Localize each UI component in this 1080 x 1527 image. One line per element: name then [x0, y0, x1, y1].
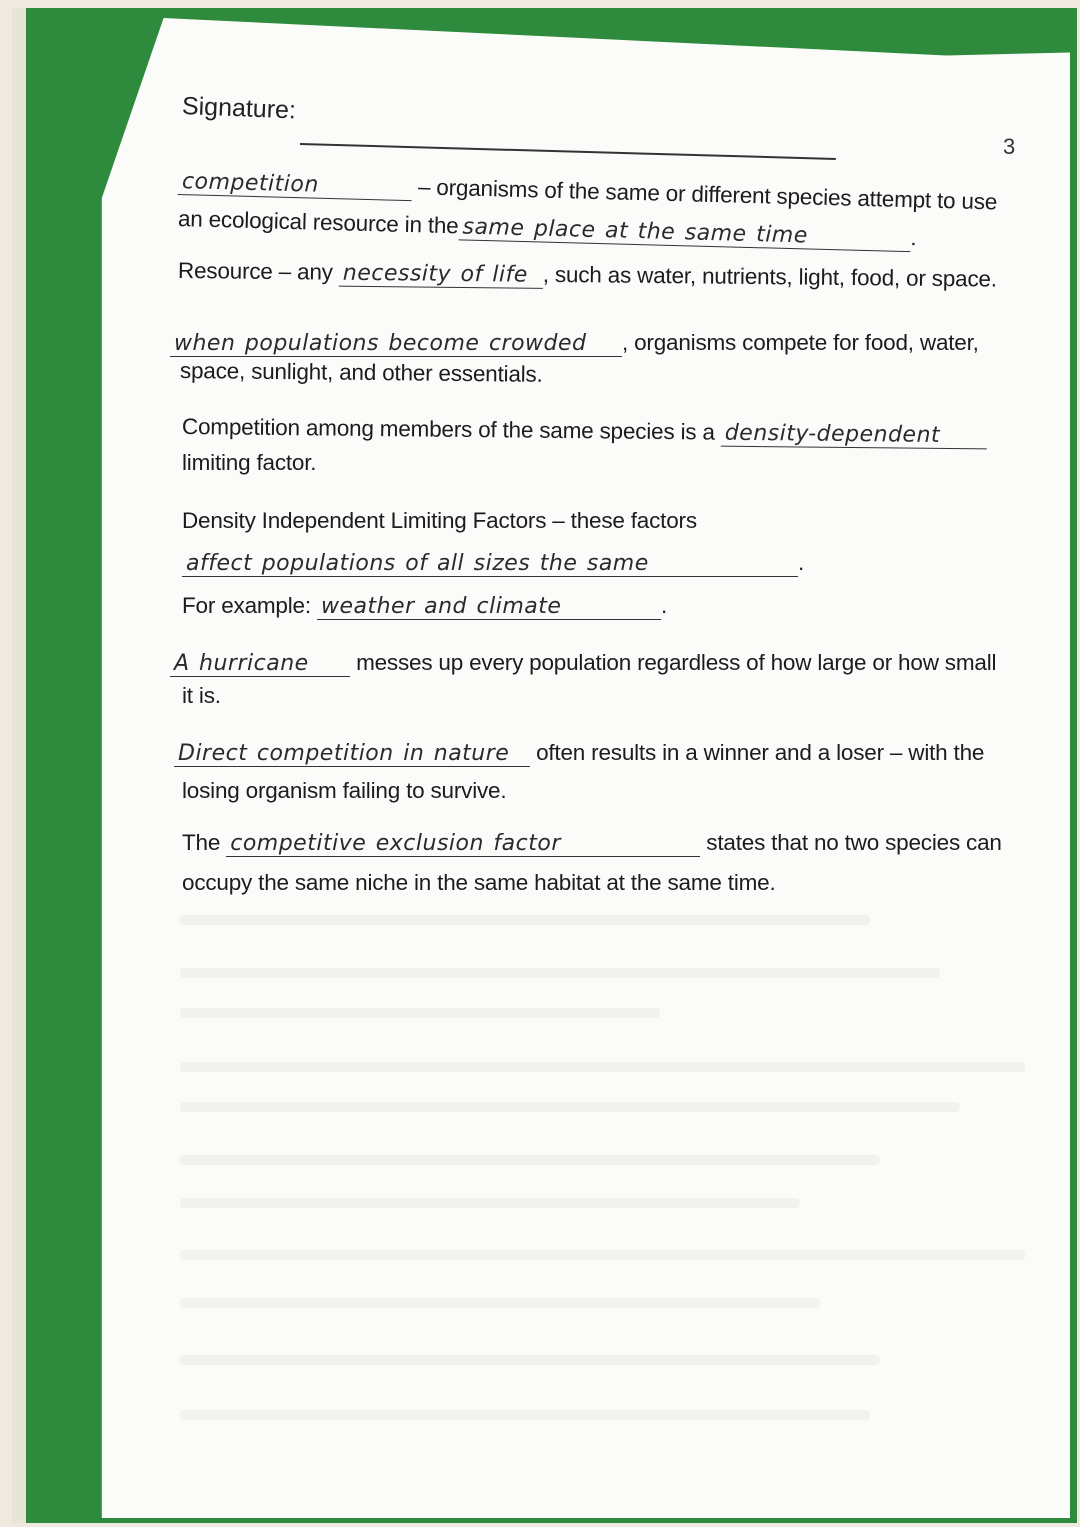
hurricane-text: messes up every population regardless of how large or how small [356, 650, 997, 675]
example-line [182, 593, 667, 620]
direct-competition-line-2 [182, 778, 506, 804]
answer-blank-same-place[interactable]: same place at the same time [458, 215, 911, 252]
show-through-line [180, 1102, 960, 1112]
exclusion-line-1 [182, 830, 1002, 857]
answer-blank-density-independent[interactable]: affect populations of all sizes the same [182, 552, 798, 577]
crowded-line-1 [170, 330, 979, 357]
competition-text: – organisms of the same or different species attempt to use [417, 174, 998, 215]
hurricane-line-1 [170, 650, 996, 677]
answer-blank-density-dependent[interactable]: density-dependent [721, 422, 987, 450]
period: . [660, 593, 668, 618]
page-number: 3 [1003, 134, 1016, 159]
density-dependent-text: Competition among members of the same species is a [181, 414, 715, 445]
answer-blank-example[interactable]: weather and climate [317, 595, 661, 620]
show-through-line [180, 1198, 800, 1208]
answer-blank-direct-competition[interactable]: Direct competition in nature [174, 742, 530, 767]
hurricane-text-2: it is. [182, 683, 221, 708]
answer-blank-competition[interactable]: competition [178, 170, 413, 201]
crowded-text-2: space, sunlight, and other essentials. [179, 358, 543, 387]
period: . [798, 550, 805, 575]
answer-blank-hurricane[interactable]: A hurricane [170, 652, 350, 677]
example-label: For example: [182, 593, 311, 618]
hurricane-line-2 [182, 683, 221, 709]
direct-competition-text-2: losing organism failing to survive. [182, 778, 507, 803]
show-through-line [180, 1008, 660, 1018]
answer-blank-crowded[interactable]: when populations become crowded [170, 332, 622, 357]
direct-competition-line-1 [174, 740, 984, 767]
period: . [910, 225, 917, 251]
show-through-line [180, 968, 940, 978]
direct-competition-text: often results in a winner and a loser – with the [536, 740, 985, 765]
crowded-line-2 [180, 358, 543, 388]
show-through-line [180, 915, 870, 925]
show-through-line [180, 1250, 1025, 1260]
exclusion-line-2 [182, 870, 776, 896]
resource-label: Resource – any [177, 258, 333, 285]
exclusion-text-after: states that no two species can [706, 830, 1002, 855]
show-through-line [180, 1355, 880, 1365]
crowded-text: , organisms compete for food, water, [622, 330, 979, 355]
exclusion-text-2: occupy the same niche in the same habitat at the same time. [182, 870, 776, 895]
answer-blank-resource[interactable]: necessity of life [339, 262, 543, 289]
resource-text: , such as water, nutrients, light, food, or space. [542, 261, 997, 292]
signature-label: Signature: [181, 92, 297, 125]
competition-text-2: an ecological resource in the [177, 206, 459, 239]
density-dependent-line-2 [182, 450, 316, 476]
density-dependent-text-2: limiting factor. [182, 450, 317, 475]
show-through-line [180, 1410, 870, 1420]
show-through-line [180, 1155, 880, 1165]
folder-edge [12, 8, 26, 1523]
density-independent-line-2 [182, 550, 804, 577]
exclusion-text: The [182, 830, 221, 855]
show-through-line [180, 1062, 1025, 1072]
show-through-line [180, 1298, 820, 1308]
density-independent-line-1 [182, 508, 697, 534]
density-independent-text: Density Independent Limiting Factors – these factors [182, 508, 697, 533]
answer-blank-exclusion[interactable]: competitive exclusion factor [226, 832, 700, 857]
